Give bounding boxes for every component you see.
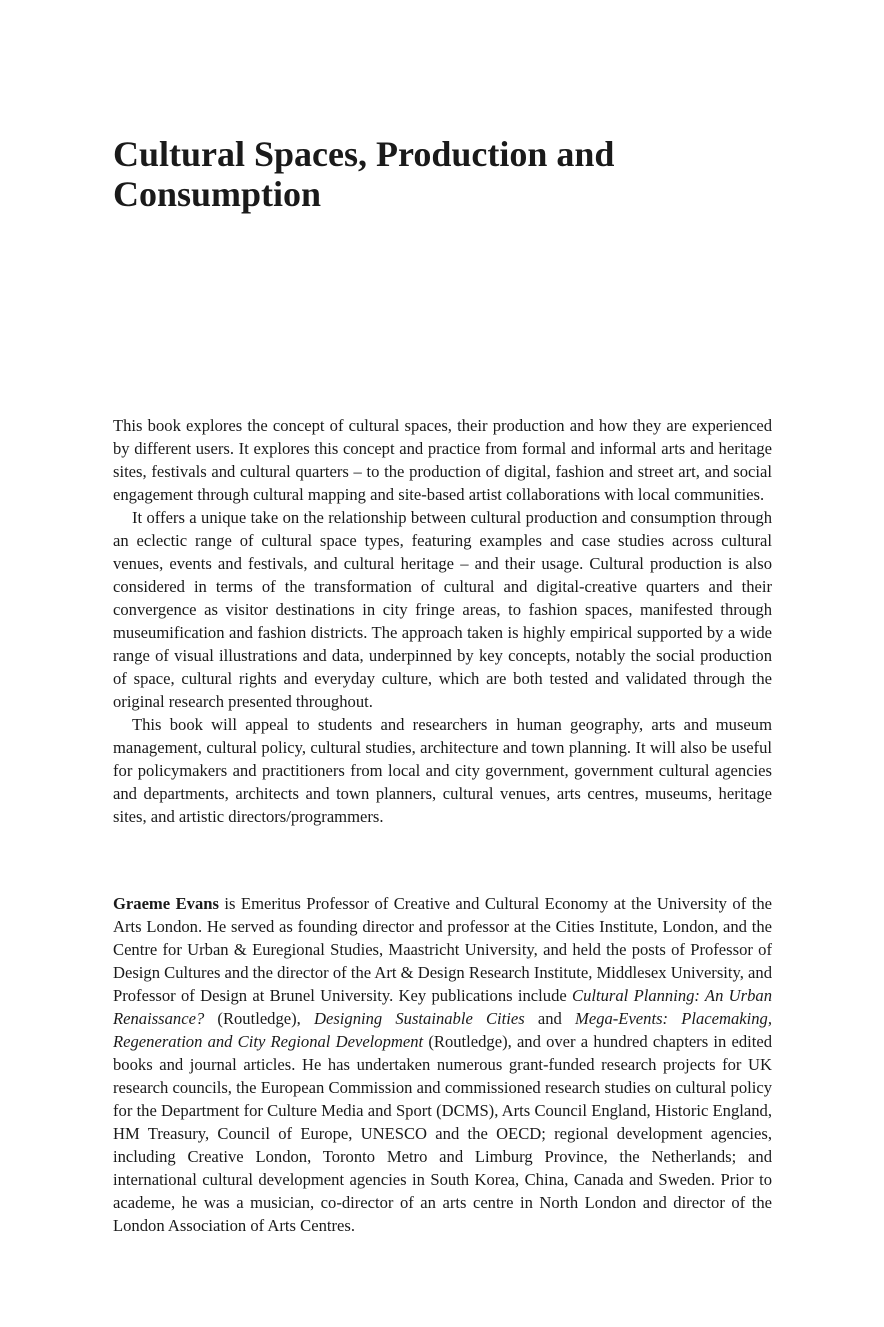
publication-title: Mega-Events: Placemaking, Regeneration and City Regional Development	[113, 1009, 772, 1051]
book-description	[113, 414, 772, 828]
description-paragraph: This book will appeal to students and researchers in human geography, arts and museum management, cultural policy, cultural studies, architecture and town planning. It will also be useful for policymakers and practitioners from local and city government, government cultural agencies and departments, architects and town planners, cultural venues, arts centres, museums, heritage sites, and artistic directors/programmers.	[113, 715, 772, 826]
bio-text: (Routledge),	[204, 1009, 314, 1028]
publication-title: Designing Sustainable Cities	[314, 1009, 525, 1028]
publication-title: Cultural Planning: An Urban Renaissance?	[113, 986, 772, 1028]
description-paragraph: It offers a unique take on the relationship between cultural production and consumption through an eclectic range of cultural space types, featuring examples and case studies across cultural venues, events and festivals, and cultural heritage – and their usage. Cultural production is also considered in terms of the transformation of cultural and digital-creative quarters and their convergence as visitor destinations in city fringe areas, to fashion spaces, manifested through museumification and fashion districts. The approach taken is highly empirical supported by a wide range of visual illustrations and data, underpinned by key concepts, notably the social production of space, cultural rights and everyday culture, which are both tested and validated through the original research presented throughout.	[113, 508, 772, 711]
bio-text: (Routledge), and over a hundred chapters in edited books and journal articles. He has undertaken numerous grant-funded research projects for UK research councils, the European Commission and commissioned research studies on cultural policy for the Department for Culture Media and Sport (DCMS), Arts Council England, Historic England, HM Treasury, Council of Europe, UNESCO and the OECD; regional development agencies, including Creative London, Toronto Metro and Limburg Province, the Netherlands; and international cultural development agencies in South Korea, China, Canada and Sweden. Prior to academe, he was a musician, co-director of an arts centre in North London and director of the London Association of Arts Centres.	[113, 1032, 773, 1235]
bio-text: and	[524, 1009, 575, 1028]
description-paragraph: This book explores the concept of cultural spaces, their production and how they are experienced by different users. It explores this concept and practice from formal and informal arts and heritage sites, festivals and cultural quarters – to the production of digital, fashion and street art, and social engagement through cultural mapping and site-based artist collaborations with local communities.	[113, 416, 772, 504]
book-title: Cultural Spaces, Production and Consumption	[113, 134, 615, 214]
author-bio-paragraph	[113, 892, 772, 1237]
author-name: Graeme Evans	[113, 894, 219, 913]
author-bio	[113, 892, 772, 1237]
bio-text: is Emeritus Professor of Creative and Cultural Economy at the University of the Arts London. He served as founding director and professor at the Cities Institute, London, and the Centre for Urban & Euregional Studies, Maastricht University, and held the posts of Professor of Design Cultures and the director of the Art & Design Research Institute, Middlesex University, and Professor of Design at Brunel University. Key publications include	[113, 894, 772, 1005]
